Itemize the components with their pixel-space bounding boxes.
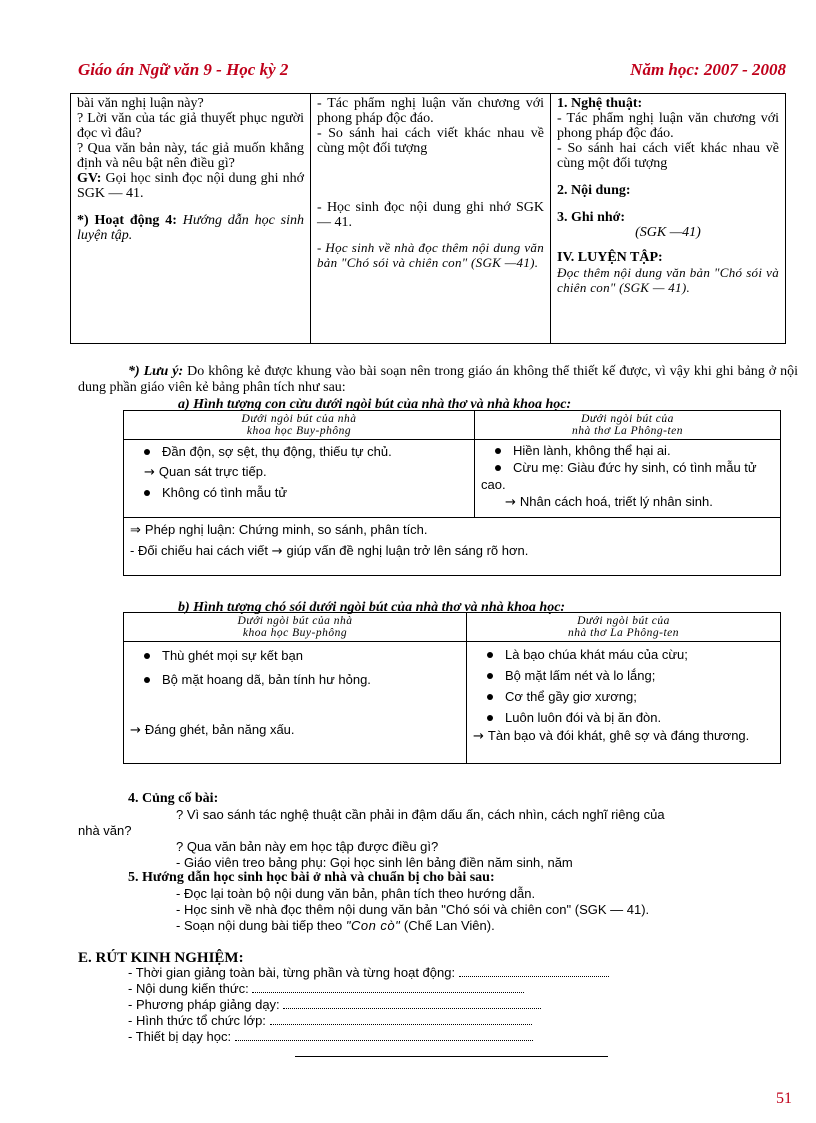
arrow-right-icon: → xyxy=(505,495,516,510)
memo-ref: (SGK —41) xyxy=(635,225,701,240)
lesson-table xyxy=(70,93,786,344)
list-item: Không có tình mẫu tử xyxy=(130,483,468,503)
student-line-3: - Học sinh đọc nội dung ghi nhớ SGK — 41. xyxy=(317,200,544,230)
student-line-1: - Tác phẩm nghị luận văn chương với phong pháp độc đáo. xyxy=(317,96,544,126)
double-arrow-right-icon: ⇒ xyxy=(130,523,141,538)
list-item: Bộ mặt hoang dã, bản tính hư hỏng. xyxy=(130,670,460,690)
gv-instruction: GV: Gọi học sinh đọc nội dung ghi nhớ SGK — 41. xyxy=(77,171,304,201)
content-cell xyxy=(551,94,786,344)
arrow-right-icon: → xyxy=(144,465,155,480)
list-item: Là bạo chúa khát máu của cừu; xyxy=(473,644,774,665)
header-left-title: Giáo án Ngữ văn 9 - Học kỳ 2 xyxy=(78,60,289,79)
list-item: → Nhân cách hoá, triết lý nhân sinh. xyxy=(505,494,713,510)
review-item: - Hình thức tổ chức lớp: xyxy=(128,1013,609,1029)
list-item: Luôn luôn đói và bị ăn đòn. xyxy=(473,707,774,728)
list-item: Thù ghét mọi sự kết bạn xyxy=(130,646,460,666)
consolidation-q1-cont: nhà văn? xyxy=(78,823,132,838)
consolidation-q1: ? Vì sao sánh tác nghệ thuật cần phải in đậm dấu ấn, cách nhìn, cách nghĩ riêng của xyxy=(176,807,665,822)
wolf-right-content xyxy=(467,642,781,764)
homework-3: - Soạn nội dung bài tiếp theo "Con cò" (Chế Lan Viên). xyxy=(176,918,495,933)
content-heading: 2. Nội dung: xyxy=(557,183,631,198)
question-2: ? Lời văn của tác giả thuyết phục người đọc vì đâu? xyxy=(77,111,304,141)
practice-heading: IV. LUYỆN TẬP: xyxy=(557,250,663,265)
student-activity-cell xyxy=(311,94,551,344)
homework-2: - Học sinh về nhà đọc thêm nội dung văn bản "Chó sói và chiên con" (SGK — 41). xyxy=(176,902,650,917)
list-item: Đần độn, sợ sệt, thụ động, thiếu tự chủ. xyxy=(130,442,468,462)
review-item: - Thời gian giảng toàn bài, từng phần và từng hoạt động: xyxy=(128,965,609,981)
question-3: ? Qua văn bản này, tác giả muốn khẳng định và nêu bật nên điều gì? xyxy=(77,141,304,171)
list-item: - Đối chiếu hai cách viết → giúp vấn đề nghị luận trở lên sáng rõ hơn. xyxy=(130,543,529,559)
consolidation-task: - Giáo viên treo bảng phụ: Gọi học sinh lên bảng điền năm sinh, năm xyxy=(176,855,573,870)
art-heading: 1. Nghệ thuật: xyxy=(557,96,643,111)
list-item: Bộ mặt lấm nét và lo lắng; xyxy=(473,665,774,686)
student-line-2: - So sánh hai cách viết khác nhau về cùng một đối tượng xyxy=(317,126,544,156)
section-a-title: a) Hình tượng con cừu dưới ngòi bút của nhà thơ và nhà khoa học: xyxy=(178,397,572,412)
end-divider xyxy=(295,1056,608,1057)
note-paragraph: *) Lưu ý: Do không kẻ được khung vào bài soạn nên trong giáo án không thể thiết kế được, vì vậy khi ghi bảng ở nội dung phần giáo viên kẻ bảng phân tích như sau: xyxy=(78,364,799,395)
list-item: → Đáng ghét, bản năng xấu. xyxy=(130,722,295,738)
arrow-right-icon: → xyxy=(271,544,283,559)
homework-1: - Đọc lại toàn bộ nội dung văn bản, phân tích theo hướng dẫn. xyxy=(176,886,536,901)
teacher-activity-cell xyxy=(71,94,311,344)
review-item: - Nội dung kiến thức: xyxy=(128,981,609,997)
art-line-1: - Tác phẩm nghị luận văn chương với phong pháp độc đáo. xyxy=(557,111,779,141)
arrow-right-icon: → xyxy=(473,729,484,744)
list-item: → Tàn bạo và đói khát, ghê sợ và đáng thương. xyxy=(473,728,750,744)
sheep-comparison-table xyxy=(123,410,781,576)
memo-heading: 3. Ghi nhớ: xyxy=(557,210,626,225)
section-5-title: 5. Hướng dẫn học sinh học bài ở nhà và chuẩn bị cho bài sau: xyxy=(128,870,495,885)
section-4-title: 4. Củng cố bài: xyxy=(128,791,219,806)
wolf-head-right: Dưới ngòi bút của nhà thơ La Phông-ten xyxy=(467,613,781,642)
question-1: bài văn nghị luận này? xyxy=(77,96,204,111)
wolf-left-content xyxy=(124,642,467,764)
list-item: Cơ thể gầy giơ xương; xyxy=(473,686,774,707)
list-item: ⇒ Phép nghị luận: Chứng minh, so sánh, phân tích. xyxy=(130,522,428,538)
header-right-year: Năm học: 2007 - 2008 xyxy=(630,60,786,79)
sheep-right-content xyxy=(475,440,781,518)
review-item: - Thiết bị dạy học: xyxy=(128,1029,609,1045)
review-list xyxy=(128,965,609,1045)
list-item: Cừu mẹ: Giàu đức hy sinh, có tình mẫu tử cao. xyxy=(481,460,757,492)
arrow-right-icon: → xyxy=(130,723,141,738)
wolf-comparison-table xyxy=(123,612,781,764)
wolf-head-left: Dưới ngòi bút của nhà khoa học Buy-phông xyxy=(124,613,467,642)
list-item: Hiền lành, không thể hại ai. xyxy=(481,442,774,459)
activity-4: *) Hoạt động 4: Hướng dẫn học sinh luyện tập. xyxy=(77,213,304,243)
art-line-2: - So sánh hai cách viết khác nhau về cùng một đối tượng xyxy=(557,141,779,171)
review-item: - Phương pháp giảng dạy: xyxy=(128,997,609,1013)
consolidation-q2: ? Qua văn bản này em học tập được điều gì? xyxy=(176,839,439,854)
list-item: → Quan sát trực tiếp. xyxy=(144,464,267,480)
practice-line: Đọc thêm nội dung văn bản "Chó sói và chiên con" (SGK — 41). xyxy=(557,265,779,295)
section-e-title: E. RÚT KINH NGHIỆM: xyxy=(78,950,244,966)
sheep-head-left: Dưới ngòi bút của nhà khoa học Buy-phông xyxy=(124,411,475,440)
student-line-4: - Học sinh về nhà đọc thêm nội dung văn bản "Chó sói và chiên con" (SGK —41). xyxy=(317,240,544,270)
section-b-title: b) Hình tượng chó sói dưới ngòi bút của nhà thơ và nhà khoa học: xyxy=(178,600,566,615)
page-number: 51 xyxy=(776,1090,792,1107)
sheep-left-content xyxy=(124,440,475,518)
sheep-conclusion xyxy=(124,518,781,576)
sheep-head-right: Dưới ngòi bút của nhà thơ La Phông-ten xyxy=(475,411,781,440)
